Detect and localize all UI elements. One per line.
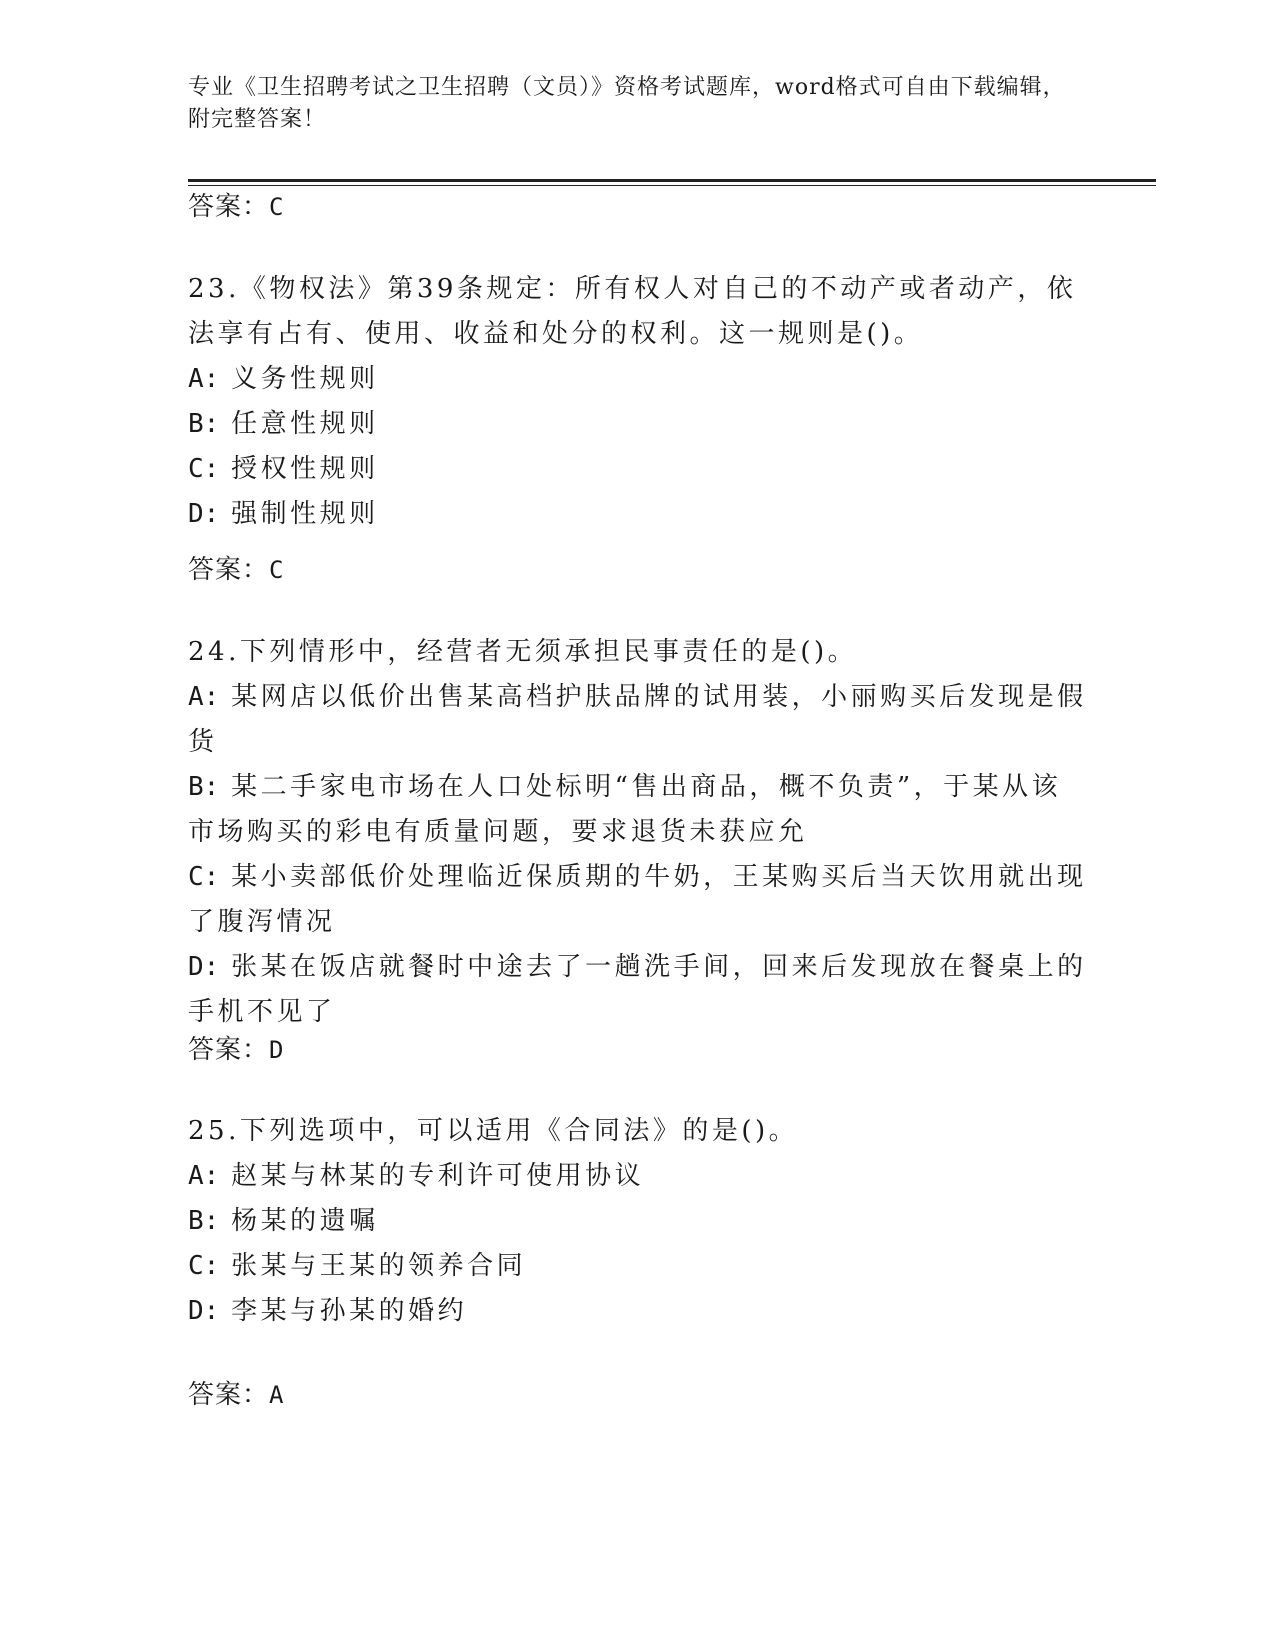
option-text: 某小卖部低价处理临近保质期的牛奶，王某购买后当天饮用就出现了腹泻情况 xyxy=(188,862,1087,937)
option-text: 张某在饭店就餐时中途去了一趟洗手间，回来后发现放在餐桌上的手机不见了 xyxy=(188,952,1087,1027)
option-key: B: xyxy=(188,772,220,802)
option-c xyxy=(188,447,1088,492)
option-a xyxy=(188,675,1088,765)
option-key: C: xyxy=(188,1251,220,1281)
option-key: C: xyxy=(188,454,220,484)
option-text: 李某与孙某的婚约 xyxy=(231,1296,468,1326)
question-stem: 24.下列情形中，经营者无须承担民事责任的是()。 xyxy=(188,637,858,667)
option-key: A: xyxy=(188,1161,220,1191)
option-text: 某网店以低价出售某高档护肤品牌的试用装，小丽购买后发现是假货 xyxy=(188,682,1087,757)
answer-value: D xyxy=(269,1036,285,1064)
answer-value: C xyxy=(269,193,285,221)
question-stem: 25.下列选项中，可以适用《合同法》的是()。 xyxy=(188,1116,799,1146)
option-d xyxy=(188,945,1088,1035)
answer-line xyxy=(188,1378,284,1412)
option-text: 某二手家电市场在人口处标明“售出商品，概不负责”，于某从该市场购买的彩电有质量问题，要求退货未获应允 xyxy=(188,772,1062,847)
option-d xyxy=(188,1289,1088,1334)
option-c xyxy=(188,855,1088,945)
question-stem: 23.《物权法》第39条规定：所有权人对自己的不动产或者动产，依法享有占有、使用、收益和处分的权利。这一规则是()。 xyxy=(188,274,1077,349)
option-text: 强制性规则 xyxy=(231,499,379,529)
answer-label: 答案： xyxy=(188,192,270,222)
option-text: 任意性规则 xyxy=(231,409,379,439)
question-23 xyxy=(188,267,1088,537)
answer-value: C xyxy=(269,556,285,584)
header-rule-thick xyxy=(188,179,1156,182)
answer-label: 答案： xyxy=(188,555,270,585)
answer-line xyxy=(188,1033,284,1067)
option-key: A: xyxy=(188,364,220,394)
answer-value: A xyxy=(269,1381,285,1409)
answer-line xyxy=(188,190,284,224)
option-text: 义务性规则 xyxy=(231,364,379,394)
option-a xyxy=(188,357,1088,402)
option-text: 授权性规则 xyxy=(231,454,379,484)
option-key: B: xyxy=(188,409,220,439)
option-b xyxy=(188,402,1088,447)
option-d xyxy=(188,492,1088,537)
option-key: D: xyxy=(188,952,220,982)
question-25 xyxy=(188,1109,1088,1334)
answer-line xyxy=(188,553,284,587)
option-b xyxy=(188,1199,1088,1244)
header-rule-thin xyxy=(188,185,1156,186)
option-text: 赵某与林某的专利许可使用协议 xyxy=(231,1161,645,1191)
option-text: 张某与王某的领养合同 xyxy=(231,1251,527,1281)
answer-label: 答案： xyxy=(188,1035,270,1065)
option-key: D: xyxy=(188,499,220,529)
option-c xyxy=(188,1244,1088,1289)
option-text: 杨某的遗嘱 xyxy=(231,1206,379,1236)
option-a xyxy=(188,1154,1088,1199)
document-header: 专业《卫生招聘考试之卫生招聘（文员）》资格考试题库，word格式可自由下载编辑，附完整答案！ xyxy=(188,75,1066,132)
option-key: A: xyxy=(188,682,220,712)
answer-label: 答案： xyxy=(188,1380,270,1410)
option-key: C: xyxy=(188,862,220,892)
option-key: B: xyxy=(188,1206,220,1236)
question-24 xyxy=(188,630,1088,1035)
option-key: D: xyxy=(188,1296,220,1326)
option-b xyxy=(188,765,1088,855)
